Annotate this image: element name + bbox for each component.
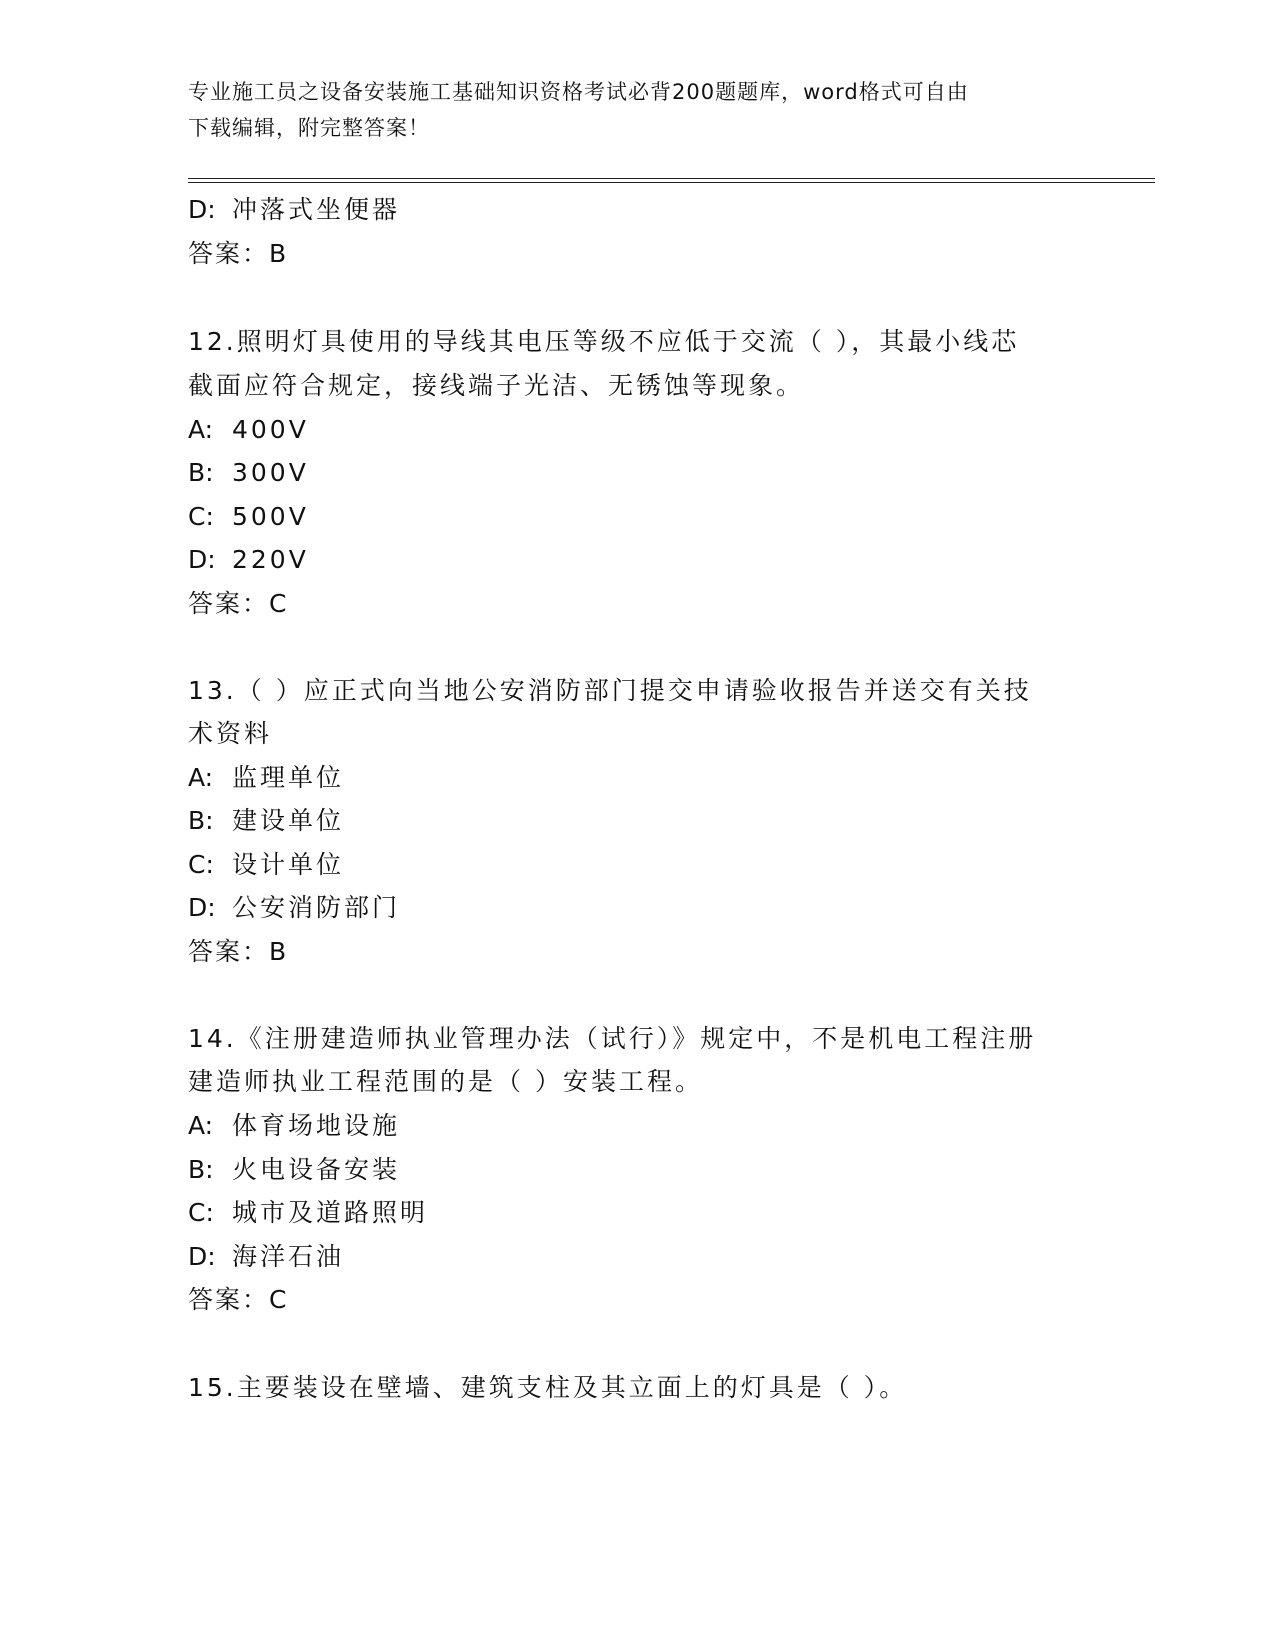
option-letter: C: <box>188 850 214 879</box>
q12-option-c <box>188 499 309 535</box>
option-text: 冲落式坐便器 <box>232 195 401 224</box>
q12-text-line-2: 截面应符合规定，接线端子光洁、无锈蚀等现象。 <box>188 371 805 400</box>
q15-text-line-1: 15.主要装设在壁墙、建筑支柱及其立面上的灯具是（ ）。 <box>188 1373 908 1402</box>
q14-answer: 答案：C <box>188 1285 289 1314</box>
option-text: 220V <box>232 545 309 574</box>
prev-option-d <box>188 192 400 228</box>
q13-option-c <box>188 847 344 883</box>
q14-option-c <box>188 1195 428 1231</box>
q12-text-line-1: 12.照明灯具使用的导线其电压等级不应低于交流（ ），其最小线芯 <box>188 327 1020 356</box>
q12-option-d <box>188 542 309 578</box>
option-text: 监理单位 <box>232 763 345 792</box>
option-text: 建设单位 <box>232 806 345 835</box>
q12-option-b <box>188 455 309 491</box>
option-letter: B: <box>188 458 214 487</box>
document-header <box>188 74 1088 146</box>
option-text: 城市及道路照明 <box>232 1198 429 1227</box>
header-line-1: 专业施工员之设备安装施工基础知识资格考试必背200题题库，word格式可自由 <box>188 80 969 104</box>
option-text: 500V <box>232 502 309 531</box>
q12-answer: 答案：C <box>188 589 289 618</box>
q12-option-a <box>188 412 309 448</box>
option-text: 火电设备安装 <box>232 1155 401 1184</box>
option-text: 体育场地设施 <box>232 1111 401 1140</box>
q14-option-b <box>188 1152 400 1188</box>
q13-option-d <box>188 890 400 926</box>
option-letter: B: <box>188 1155 214 1184</box>
option-letter: C: <box>188 1198 214 1227</box>
q14-text-line-1: 14.《注册建造师执业管理办法（试行）》规定中，不是机电工程注册 <box>188 1024 1037 1053</box>
option-letter: D: <box>188 1242 216 1271</box>
option-letter: C: <box>188 502 214 531</box>
q13-answer: 答案：B <box>188 937 289 966</box>
option-letter: B: <box>188 806 214 835</box>
q14-option-a <box>188 1108 400 1144</box>
option-text: 海洋石油 <box>232 1242 345 1271</box>
q13-text-line-1: 13.（ ）应正式向当地公安消防部门提交申请验收报告并送交有关技 <box>188 676 1032 705</box>
option-letter: D: <box>188 195 216 224</box>
option-letter: A: <box>188 415 214 444</box>
option-letter: A: <box>188 763 214 792</box>
q13-option-a <box>188 760 344 796</box>
option-letter: A: <box>188 1111 214 1140</box>
option-text: 公安消防部门 <box>232 893 401 922</box>
q13-text-line-2: 术资料 <box>188 719 273 748</box>
header-line-2: 下载编辑，附完整答案！ <box>188 116 430 140</box>
option-text: 400V <box>232 415 309 444</box>
q14-text-line-2: 建造师执业工程范围的是（ ）安装工程。 <box>188 1067 703 1096</box>
header-rule-bottom <box>188 182 1155 183</box>
option-text: 300V <box>232 458 309 487</box>
header-rule-top <box>188 178 1155 179</box>
prev-answer: 答案：B <box>188 239 289 268</box>
option-letter: D: <box>188 545 216 574</box>
q14-option-d <box>188 1239 344 1275</box>
option-text: 设计单位 <box>232 850 345 879</box>
q13-option-b <box>188 803 344 839</box>
option-letter: D: <box>188 893 216 922</box>
